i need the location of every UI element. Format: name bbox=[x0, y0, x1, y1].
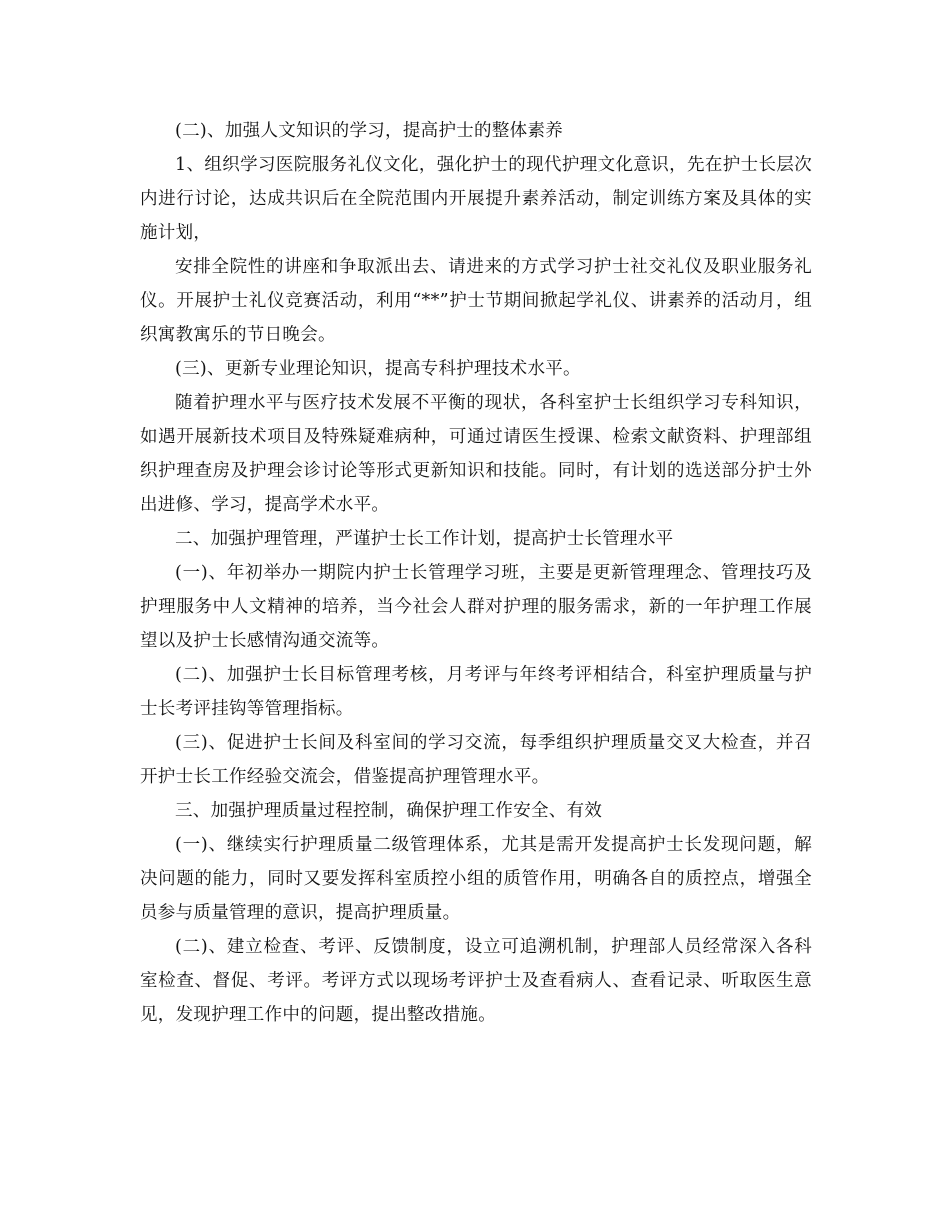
paragraph-etiquette-culture: 1、组织学习医院服务礼仪文化，强化护士的现代护理文化意识，先在护士长层次内进行讨论，达成共识后在全院范围内开展提升素养活动，制定训练方案及具体的实施计划， bbox=[140, 155, 812, 243]
section-heading-quality-control: 三、加强护理质量过程控制，确保护理工作安全、有效 bbox=[175, 801, 603, 821]
paragraph-target-assessment: (二)、加强护士长目标管理考核，月考评与年终考评相结合，科室护理质量与护士长考评挂钩等管理指标。 bbox=[140, 665, 812, 719]
paragraph-management-training: (一)、年初举办一期院内护士长管理学习班，主要是更新管理理念、管理技巧及护理服务中人文精神的培养，当今社会人群对护理的服务需求，新的一年护理工作展望以及护士长感情沟通交流等。 bbox=[140, 563, 812, 651]
paragraph-exchange-inspection: (三)、促进护士长间及科室间的学习交流，每季组织护理质量交叉大检查，并召开护士长工作经验交流会，借鉴提高护理管理水平。 bbox=[140, 733, 812, 787]
section-heading-humanities: (二)、加强人文知识的学习，提高护士的整体素养 bbox=[175, 121, 564, 141]
section-heading-nursing-management: 二、加强护理管理，严谨护士长工作计划，提高护士长管理水平 bbox=[175, 529, 674, 549]
paragraph-feedback-system: (二)、建立检查、考评、反馈制度，设立可追溯机制，护理部人员经常深入各科室检查、督促、考评。考评方式以现场考评护士及查看病人、查看记录、听取医生意见，发现护理工作中的问题，提出整改措施。 bbox=[140, 937, 812, 1025]
paragraph-specialty-learning: 随着护理水平与医疗技术发展不平衡的现状，各科室护士长组织学习专科知识，如遇开展新技术项目及特殊疑难病种，可通过请医生授课、检索文献资料、护理部组织护理查房及护理会诊讨论等形式更新知识和技能。同时，有计划的选送部分护士外出进修、学习，提高学术水平。 bbox=[140, 393, 812, 515]
paragraph-two-level-system: (一)、继续实行护理质量二级管理体系，尤其是需开发提高护士长发现问题，解决问题的能力，同时又要发挥科室质控小组的质管作用，明确各自的质控点，增强全员参与质量管理的意识，提高护理质量。 bbox=[140, 835, 812, 923]
section-heading-professional-knowledge: (三)、更新专业理论知识，提高专科护理技术水平。 bbox=[175, 359, 581, 379]
paragraph-etiquette-activities: 安排全院性的讲座和争取派出去、请进来的方式学习护士社交礼仪及职业服务礼仪。开展护士礼仪竞赛活动，利用“**”护士节期间掀起学礼仪、讲素养的活动月，组织寓教寓乐的节日晚会。 bbox=[140, 257, 812, 345]
